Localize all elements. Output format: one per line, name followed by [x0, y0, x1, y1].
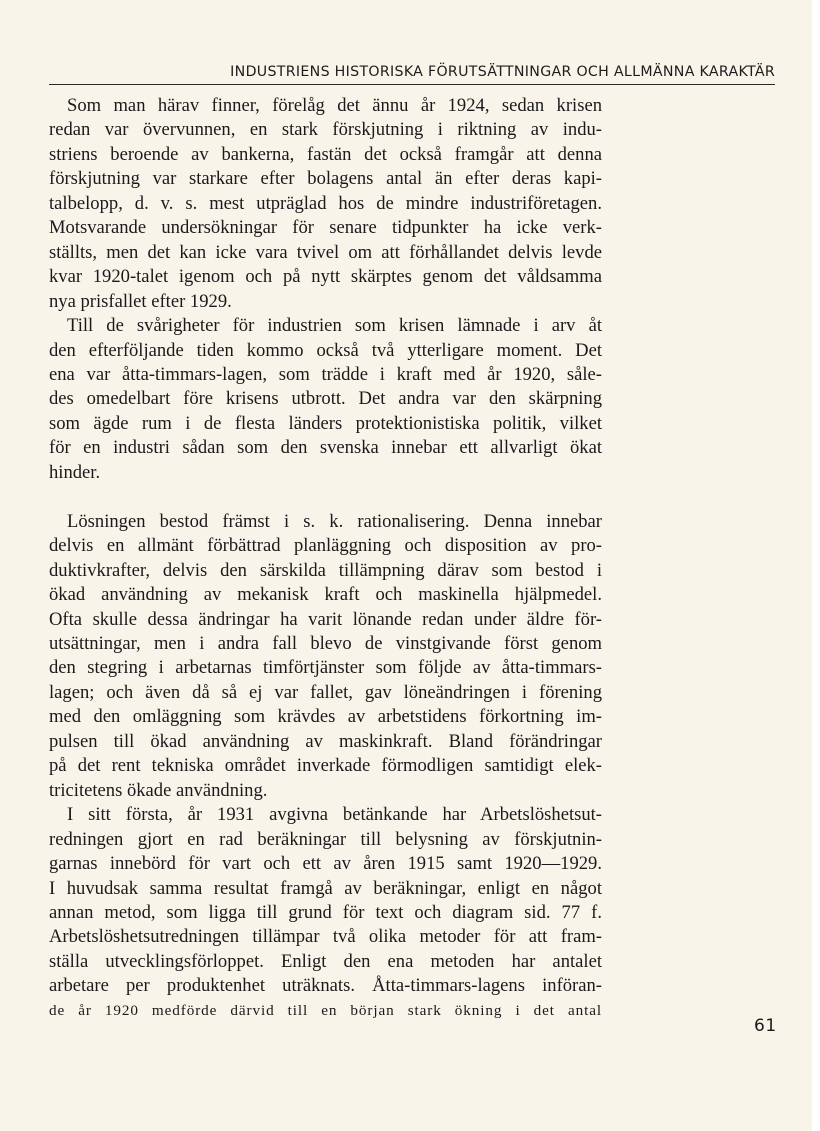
- text-line: Arbetslöshetsutredningen tillämpar två olika metoder för att fram-: [49, 926, 602, 948]
- text-line: som ägde rum i de flesta länders protektionistiska politik, vilket: [49, 412, 602, 434]
- text-line: striens beroende av bankerna, fastän det också framgår att denna: [49, 143, 602, 165]
- text-line: ökad användning av mekanisk kraft och maskinella hjälpmedel.: [49, 584, 602, 606]
- text-line: på det rent tekniska området inverkade förmodligen samtidigt elek-: [49, 755, 602, 777]
- text-line: för en industri sådan som den svenska innebar ett allvarligt ökat: [49, 437, 602, 459]
- text-line: I huvudsak samma resultat framgå av beräkningar, enligt en något: [49, 877, 602, 899]
- text-line: kvar 1920-talet igenom och på nytt skärptes genom det våldsamma: [49, 266, 602, 288]
- text-line: lagen; och även då så ej var fallet, gav löneändringen i förening: [49, 681, 602, 703]
- paragraph-2: [49, 314, 602, 485]
- text-line: utsättningar, men i andra fall blevo de vinstgivande först genom: [49, 633, 602, 655]
- text-line: den efterföljande tiden kommo också två ytterligare moment. Det: [49, 339, 602, 361]
- text-line: ställts, men det kan icke vara tvivel om att förhållandet delvis levde: [49, 241, 602, 263]
- text-line: redningen gjort en rad beräkningar till belysning av förskjutnin-: [49, 828, 602, 850]
- text-line: annan metod, som ligga till grund för text och diagram sid. 77 f.: [49, 902, 602, 923]
- text-line: talbelopp, d. v. s. mest utpräglad hos de mindre industriföretagen.: [49, 192, 602, 214]
- text-line: redan var övervunnen, en stark förskjutning i riktning av indu-: [49, 119, 602, 141]
- text-line: delvis en allmänt förbättrad planläggning och disposition av pro-: [49, 535, 602, 557]
- text-line: den stegring i arbetarnas timförtjänster som följde av åtta-timmars-: [49, 657, 602, 679]
- text-line: duktivkrafter, delvis den särskilda tillämpning därav som bestod i: [49, 559, 602, 581]
- text-line: ena var åtta-timmars-lagen, som trädde i kraft med år 1920, såle-: [49, 363, 602, 385]
- text-line: Ofta skulle dessa ändringar ha varit lönande redan under äldre för-: [49, 608, 602, 630]
- text-line: hinder.: [49, 461, 101, 483]
- paragraph-4: [49, 803, 602, 1023]
- text-line: ställa utvecklingsförloppet. Enligt den ena metoden har antalet: [49, 950, 602, 972]
- text-line: de år 1920 medförde därvid till en början stark ökning i det antal: [49, 1001, 602, 1019]
- text-line: arbetare per produktenhet uträknats. Åtta-timmars-lagens införan-: [49, 975, 602, 997]
- text-line: med den omläggning som krävdes av arbetstidens förkortning im-: [49, 706, 602, 728]
- text-line: förskjutning var starkare efter bolagens antal än efter deras kapi-: [49, 168, 602, 190]
- text-line: garnas innebörd för vart och ett av åren 1915 samt 1920—1929.: [49, 853, 602, 875]
- page-edge: [812, 0, 820, 1131]
- text-line: nya prisfallet efter 1929.: [49, 290, 232, 312]
- text-line: Motsvarande undersökningar för senare tidpunkter ha icke verk-: [49, 217, 602, 239]
- paragraph-3: [49, 510, 602, 803]
- section-gap: [49, 485, 602, 510]
- text-line: pulsen till ökad användning av maskinkraft. Bland förändringar: [49, 730, 602, 752]
- page-number: 61: [754, 1016, 777, 1036]
- text-line: Som man härav finner, förelåg det ännu år 1924, sedan krisen: [67, 95, 602, 116]
- text-line: des omedelbart före krisens utbrott. Det andra var den skärpning: [49, 388, 602, 410]
- body-text: [49, 94, 602, 1023]
- text-line: Lösningen bestod främst i s. k. rationalisering. Denna innebar: [67, 510, 602, 532]
- text-line: Till de svårigheter för industrien som krisen lämnade i arv åt: [67, 315, 602, 337]
- running-header: INDUSTRIENS HISTORISKA FÖRUTSÄTTNINGAR OCH ALLMÄNNA KARAKTÄR: [49, 62, 775, 85]
- text-line: tricitetens ökade användning.: [49, 779, 268, 801]
- paragraph-1: [49, 94, 602, 314]
- text-line: I sitt första, år 1931 avgivna betänkande har Arbetslöshetsut-: [67, 804, 602, 826]
